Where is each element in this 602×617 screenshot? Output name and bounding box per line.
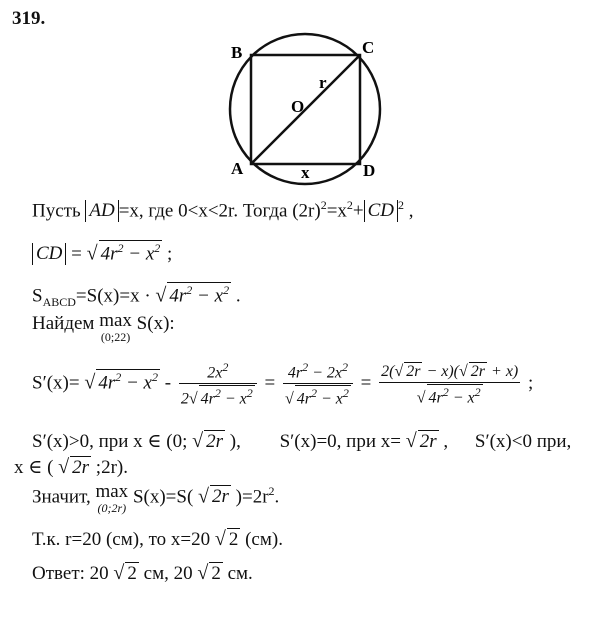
line-7: x ∈ ( √ 2r ;2r).	[14, 456, 128, 478]
line-5-derivative: S′(x)= √ $4r^2 - x^2$ - $\frac{2x^2}{2√ 4r^2 - x^2}$ = $\frac{4r^2 - 2x^2}{√ 4r^2 - x^2}$ = $\frac{2(√ 2r - x)(√ 2r + x)}{√ 4r^2 - x^2}$ ;	[32, 360, 534, 408]
label-d: D	[363, 161, 376, 180]
diagonal-ac	[251, 55, 360, 164]
label-o: O	[291, 97, 305, 116]
line-10-answer: Ответ: 20 √ 2 см, 20 √ 2 см.	[32, 562, 253, 584]
line-3: $S_{ABCD}=S(x)=x$ · √ $4r^2 - x^2$ .	[32, 283, 241, 310]
label-x: x	[301, 163, 310, 182]
problem-number: 319.	[12, 8, 46, 29]
label-r: r	[319, 73, 327, 92]
line-1: Пусть AD =x, где 0<x<2r. Тогда $(2r)^2=x^2+$ CD $^2$ ,	[32, 198, 414, 222]
line-6: S′(x)>0, при x ∈ (0; √ 2r ), S′(x)=0, при x= √ 2r , S′(x)<0 при,	[32, 430, 572, 452]
label-b: B	[231, 43, 243, 62]
label-a: A	[231, 159, 244, 178]
line-4: Найдем max (0;22) S(x):	[32, 310, 175, 344]
geometry-figure	[215, 28, 405, 198]
line-8: Значит, max (0;2r) S(x)=S( √ 2r )$=2r^2$.	[32, 481, 280, 515]
label-c: C	[362, 38, 375, 57]
line-9: Т.к. r=20 (см), то x=20 √ 2 (см).	[32, 528, 283, 550]
line-2: CD = √ $4r^2 - x^2$ ;	[32, 240, 172, 265]
